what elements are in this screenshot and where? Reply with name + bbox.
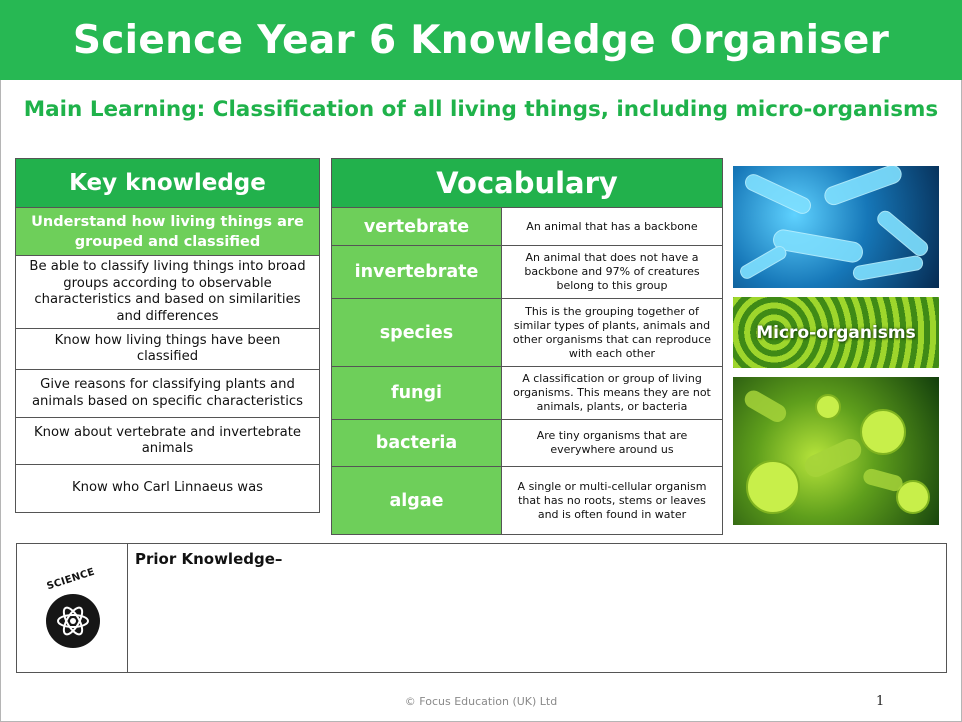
- virus-illustration: [733, 377, 939, 525]
- main-learning-subtitle: Main Learning: Classification of all living things, including micro-organisms: [23, 97, 939, 122]
- vocabulary-term: fungi: [332, 367, 502, 419]
- vocabulary-row: [332, 208, 722, 246]
- key-knowledge-item: Know who Carl Linnaeus was: [71, 480, 264, 496]
- vocabulary-row: [332, 420, 722, 467]
- key-knowledge-heading: Key knowledge: [16, 159, 319, 208]
- page-header: [0, 0, 962, 80]
- key-knowledge-item: Be able to classify living things into broad groups according to observable characteristics and based on similarities and differences: [16, 256, 319, 329]
- bacteria-illustration: [733, 166, 939, 288]
- vocabulary-term: species: [332, 299, 502, 366]
- page-number: 1: [876, 694, 885, 709]
- vocabulary-row: [332, 246, 722, 299]
- viruses-image: [733, 377, 939, 525]
- key-knowledge-item: Know about vertebrate and invertebrate animals: [16, 418, 319, 465]
- vocabulary-definition: This is the grouping together of similar types of plants, animals and other organisms that can reproduce with each other: [512, 304, 712, 360]
- vocabulary-definition: A classification or group of living organisms. This means they are not animals, plants, or bacteria: [513, 372, 711, 413]
- key-knowledge-item: Give reasons for classifying plants and animals based on specific characteristics: [16, 370, 319, 418]
- science-logo-cell: [17, 544, 128, 672]
- vocabulary-definition: An animal that has a backbone: [526, 219, 698, 233]
- vocabulary-term: algae: [332, 467, 502, 534]
- science-logo-text: SCIENCE: [45, 566, 97, 593]
- prior-knowledge-box: [16, 543, 947, 673]
- vocabulary-term: bacteria: [332, 420, 502, 466]
- key-knowledge-subheading: Understand how living things are grouped and classified: [16, 208, 319, 256]
- vocabulary-row: [332, 299, 722, 367]
- vocabulary-definition: A single or multi-cellular organism that has no roots, stems or leaves and is often found in water: [517, 479, 707, 521]
- vocabulary-row: [332, 367, 722, 420]
- vocabulary-heading: Vocabulary: [332, 159, 722, 208]
- vocabulary-definition: Are tiny organisms that are everywhere around us: [536, 429, 688, 456]
- vocabulary-table: [331, 158, 723, 535]
- micro-organisms-image: [733, 297, 939, 368]
- vocabulary-term: vertebrate: [332, 208, 502, 245]
- copyright-footer: © Focus Education (UK) Ltd: [404, 695, 558, 708]
- bacteria-image: [733, 166, 939, 288]
- vocabulary-term: invertebrate: [332, 246, 502, 298]
- key-knowledge-item: Know how living things have been classified: [16, 329, 319, 370]
- page-title: Science Year 6 Knowledge Organiser: [72, 17, 890, 63]
- prior-knowledge-title: Prior Knowledge–: [135, 550, 283, 568]
- vocabulary-definition: An animal that does not have a backbone and 97% of creatures belong to this group: [524, 251, 700, 292]
- micro-organisms-label: Micro-organisms: [756, 322, 916, 343]
- key-knowledge-table: [15, 158, 320, 513]
- atom-icon: [46, 594, 100, 648]
- vocabulary-row: [332, 467, 722, 534]
